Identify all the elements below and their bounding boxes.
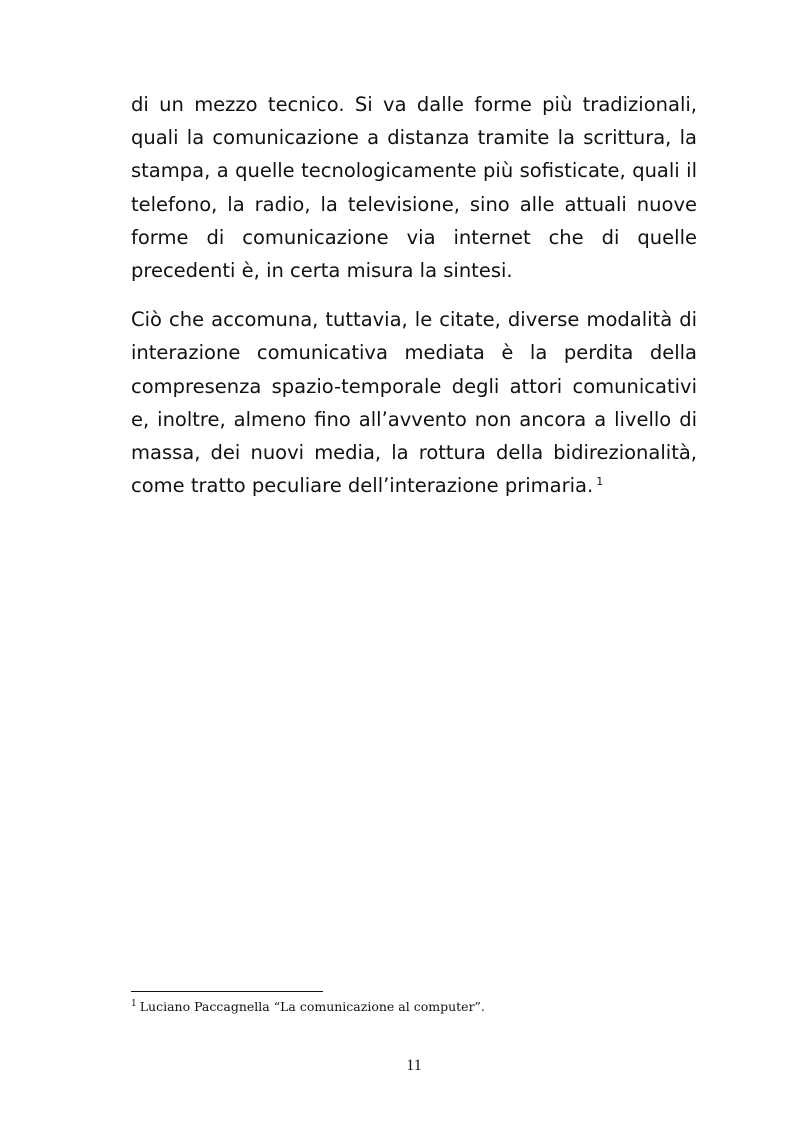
- body-text: [131, 88, 697, 518]
- footnote: [131, 998, 697, 1016]
- page-number: 11: [406, 1057, 422, 1074]
- footnote-mark: 1: [131, 998, 137, 1009]
- footnote-separator: [131, 991, 323, 992]
- paragraph-2-text: Ciò che accomuna, tuttavia, le citate, diverse modalità di interazione comunicativa mediata è la perdita della compresenza spazio-temporale degli attori comunicativi e, inoltre, almeno fino all’avvento non ancora a livello di massa, dei nuovi media, la rottura della bidirezionalità, come tratto peculiare dell’interazione primaria.: [131, 308, 697, 498]
- footnote-text: Luciano Paccagnella “La comunicazione al computer”.: [139, 999, 485, 1014]
- paragraph-1-text: di un mezzo tecnico. Si va dalle forme più tradizionali, quali la comunicazione a distanza tramite la scrittura, la stampa, a quelle tecnologicamente più sofisticate, quali il telefono, la radio, la televisione, sino alle attuali nuove forme di comunicazione via internet che di quelle precedenti è, in certa misura la sintesi.: [131, 93, 697, 283]
- footnote-reference[interactable]: 1: [596, 474, 604, 488]
- paragraph-2: [131, 303, 697, 502]
- paragraph-1: [131, 88, 697, 287]
